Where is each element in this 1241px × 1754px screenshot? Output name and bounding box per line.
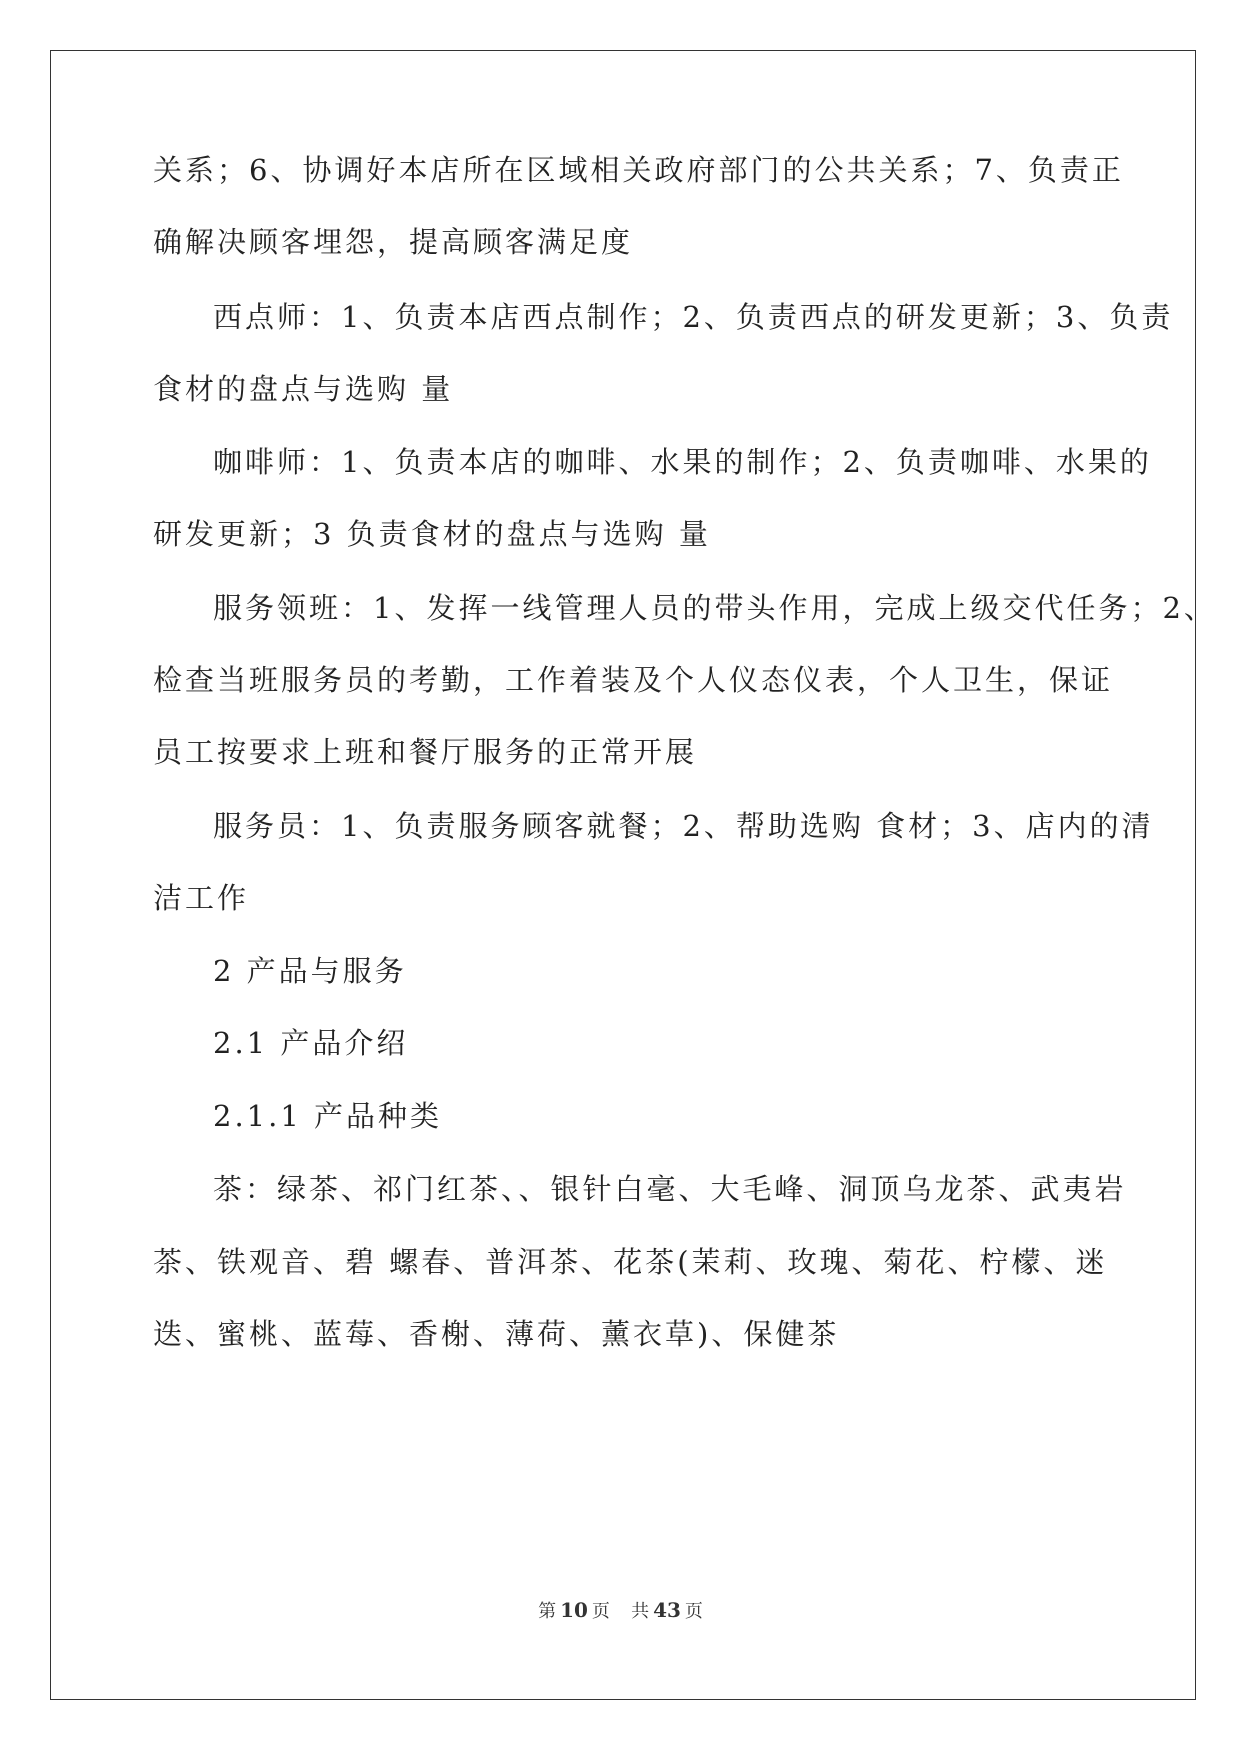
paragraph-tea: 茶：绿茶、祁门红茶、、银针白毫、大毛峰、洞顶乌龙茶、武夷岩 — [213, 1172, 1127, 1206]
body-line-8: 检查当班服务员的考勤，工作着装及个人仪态仪表，个人卫生，保证 — [153, 663, 1114, 697]
paragraph-service-captain: 服务领班：1、发挥一线管理人员的带头作用，完成上级交代任务；2、 — [213, 591, 1216, 625]
body-line-11: 洁工作 — [153, 881, 250, 915]
paragraph-pastry-chef: 西点师：1、负责本店西点制作；2、负责西点的研发更新；3、负责 — [213, 300, 1174, 334]
body-line-6: 研发更新；3 负责食材的盘点与选购 量 — [153, 517, 711, 551]
body-line-9: 员工按要求上班和餐厅服务的正常开展 — [153, 735, 698, 769]
section-heading: 2 产品与服务 — [213, 954, 407, 988]
body-line-17: 迭、蜜桃、蓝莓、香榭、薄荷、薰衣草)、保健茶 — [153, 1317, 840, 1351]
body-line-16: 茶、铁观音、碧 螺春、普洱茶、花茶(茉莉、玫瑰、菊花、柠檬、迷 — [153, 1245, 1108, 1279]
body-line-1: 关系；6、协调好本店所在区域相关政府部门的公共关系；7、负责正 — [153, 153, 1124, 187]
subsubsection-heading: 2.1.1 产品种类 — [213, 1099, 443, 1133]
total-pages: 43 — [653, 1598, 681, 1622]
page-footer — [0, 1597, 1241, 1623]
footer-total-prefix: 共 — [631, 1601, 650, 1622]
page-number: 10 — [560, 1598, 588, 1622]
paragraph-waiter: 服务员：1、负责服务顾客就餐；2、帮助选购 食材；3、店内的清 — [213, 809, 1154, 843]
footer-page-unit: 页 — [591, 1601, 610, 1622]
body-line-4: 食材的盘点与选购 量 — [153, 372, 454, 406]
body-line-2: 确解决顾客埋怨，提高顾客满足度 — [153, 225, 634, 259]
footer-prefix: 第 — [538, 1601, 557, 1622]
paragraph-barista: 咖啡师：1、负责本店的咖啡、水果的制作；2、负责咖啡、水果的 — [213, 445, 1152, 479]
subsection-heading: 2.1 产品介绍 — [213, 1026, 409, 1060]
footer-total-unit: 页 — [684, 1601, 703, 1622]
